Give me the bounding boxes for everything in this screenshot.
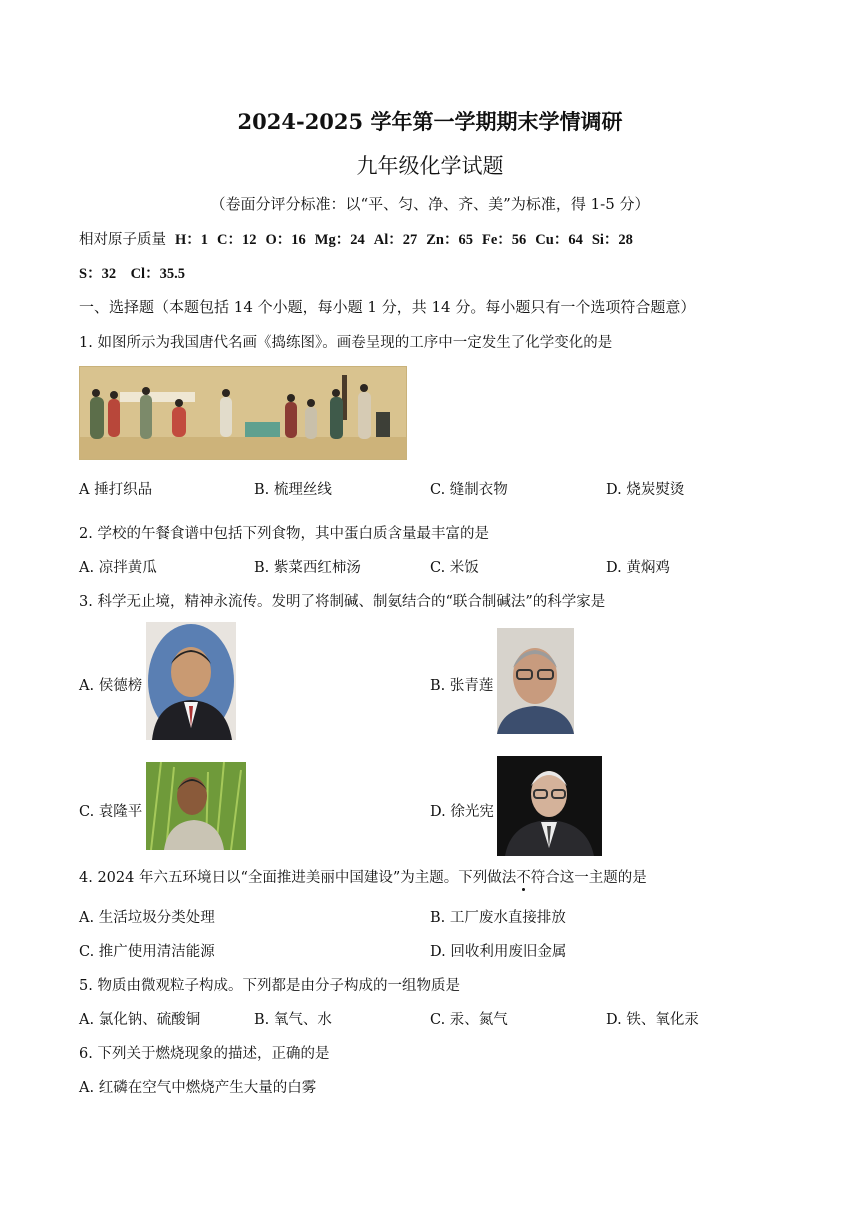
atomic-mass-item: Cu：64 xyxy=(535,232,583,248)
atomic-mass-item: C：12 xyxy=(217,232,257,248)
question-2-stem: 2. 学校的午餐食谱中包括下列食物，其中蛋白质含量最丰富的是 xyxy=(79,526,489,542)
emphasis-not: 不 xyxy=(516,870,531,886)
scientist-photo-yuan xyxy=(146,762,246,850)
question-4-stem-after: 符合这一主题的是 xyxy=(530,870,647,886)
portrait-icon xyxy=(146,622,236,740)
scientist-photo-zhang xyxy=(497,628,574,734)
scoring-note: （卷面分评分标准：以“平、匀、净、齐、美”为标准，得 1-5 分） xyxy=(210,195,650,213)
option: A. 凉拌黄瓜 xyxy=(79,560,157,576)
question-3-stem: 3. 科学无止境，精神永流传。发明了将制碱、制氨结合的“联合制碱法”的科学家是 xyxy=(79,594,606,610)
exam-title: 2024-2025 学年第一学期期末学情调研 xyxy=(237,109,623,134)
option: B. 氧气、水 xyxy=(254,1012,332,1028)
daolian-painting-image xyxy=(79,366,407,460)
atomic-mass-item: Fe：56 xyxy=(481,232,527,248)
option: C. 汞、氮气 xyxy=(430,1012,508,1028)
atomic-mass-label: 相对原子质量 xyxy=(79,232,166,248)
option: C. 缝制衣物 xyxy=(430,482,508,498)
option: C. 推广使用清洁能源 xyxy=(79,944,215,960)
option: A 捶打织品 xyxy=(79,482,153,498)
exam-subtitle: 九年级化学试题 xyxy=(356,154,504,178)
painting-illustration-icon xyxy=(80,367,406,459)
portrait-icon xyxy=(497,628,574,734)
option: B. 紫菜西红柿汤 xyxy=(254,560,361,576)
atomic-mass-line xyxy=(79,228,820,249)
option: D. 烧炭熨烫 xyxy=(606,482,685,498)
section-heading: 一、选择题（本题包括 14 个小题，每小题 1 分，共 14 分。每小题只有一个选项符合题意） xyxy=(79,298,696,316)
atomic-mass-item: H：1 xyxy=(175,232,209,248)
option: C. 米饭 xyxy=(430,560,479,576)
question-4-stem-before: 4. 2024 年六五环境日以“全面推进美丽中国建设”为主题。下列做法 xyxy=(79,870,517,886)
option: D. 黄焖鸡 xyxy=(606,560,670,576)
portrait-icon xyxy=(146,762,246,850)
scientist-photo-hou xyxy=(146,622,236,740)
atomic-mass-item: Si：28 xyxy=(591,232,633,248)
option: D. 铁、氧化汞 xyxy=(606,1012,699,1028)
atomic-mass-item: Zn：65 xyxy=(426,232,473,248)
option: C. 袁隆平 xyxy=(79,804,143,820)
option: D. 回收利用废旧金属 xyxy=(430,944,567,960)
atomic-mass-item: Al：27 xyxy=(373,232,418,248)
atomic-mass-item: O：16 xyxy=(265,232,306,248)
question-1-stem: 1. 如图所示为我国唐代名画《捣练图》。画卷呈现的工序中一定发生了化学变化的是 xyxy=(79,335,613,351)
atomic-mass-item: Mg：24 xyxy=(314,232,365,248)
portrait-icon xyxy=(497,756,602,856)
question-5-stem: 5. 物质由微观粒子构成。下列都是由分子构成的一组物质是 xyxy=(79,978,460,994)
option: D. 徐光宪 xyxy=(430,804,494,820)
option: B. 工厂废水直接排放 xyxy=(430,910,566,926)
option: A. 氯化钠、硫酸铜 xyxy=(79,1012,201,1028)
question-6-stem: 6. 下列关于燃烧现象的描述，正确的是 xyxy=(79,1046,330,1062)
option: A. 生活垃圾分类处理 xyxy=(79,910,215,926)
scientist-photo-xu xyxy=(497,756,602,856)
option: B. 张青莲 xyxy=(430,678,494,694)
option: A. 红磷在空气中燃烧产生大量的白雾 xyxy=(79,1080,317,1096)
atomic-mass-line-2: S：32 Cl：35.5 xyxy=(79,266,185,282)
question-4-stem xyxy=(79,866,647,887)
option: A. 侯德榜 xyxy=(79,678,143,694)
option: B. 梳理丝线 xyxy=(254,482,332,498)
